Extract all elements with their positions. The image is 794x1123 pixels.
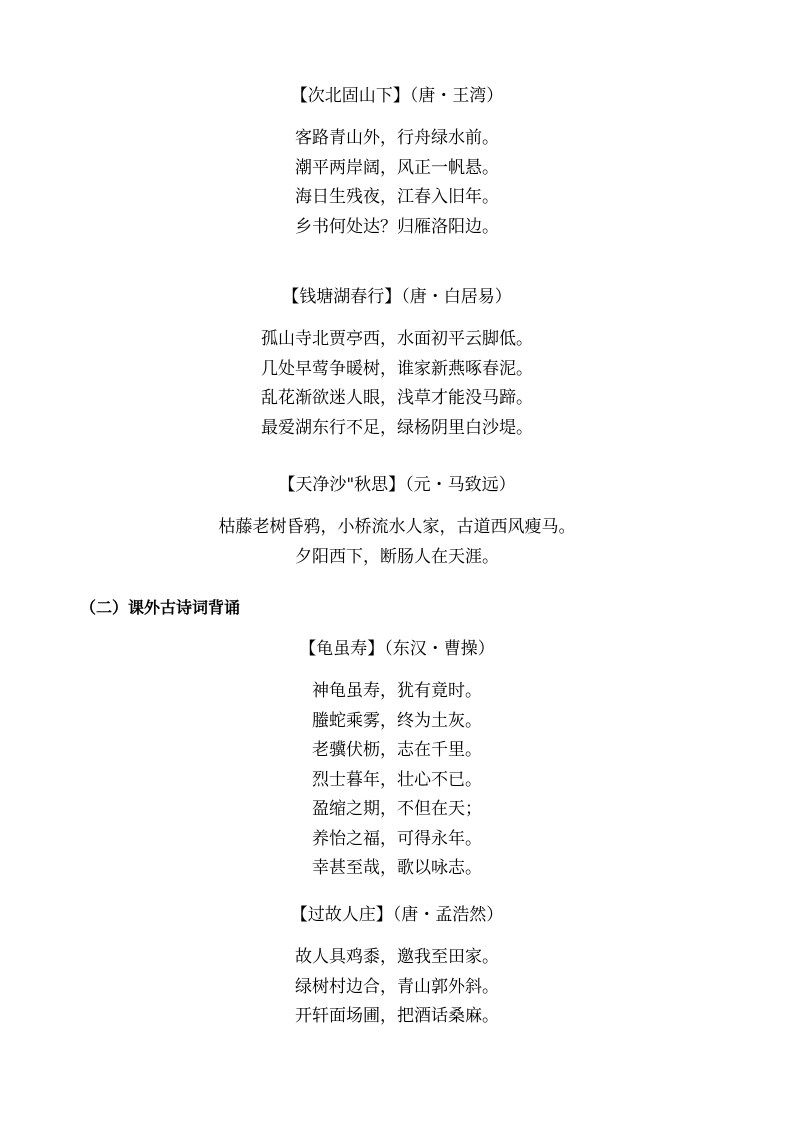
poem-line: 客路青山外，行舟绿水前。 xyxy=(295,128,499,148)
poem-lines xyxy=(0,124,794,242)
poem-line: 海日生残夜，江春入旧年。 xyxy=(295,187,499,207)
poem-block xyxy=(0,473,794,572)
poem-line: 孤山寺北贾亭西，水面初平云脚低。 xyxy=(261,329,533,349)
poem-block xyxy=(0,637,794,884)
poem-lines xyxy=(0,325,794,443)
poem-line: 盈缩之期，不但在天； xyxy=(312,799,482,819)
poem-title: 【天净沙"秋思】（元・马致远） xyxy=(278,475,516,495)
poem-title: 【次北固山下】（唐・王湾） xyxy=(290,86,504,106)
poem-line: 几处早莺争暖树，谁家新燕啄春泥。 xyxy=(261,358,533,379)
poem-line: 螣蛇乘雾，终为土灰。 xyxy=(312,710,482,731)
poem-line: 养怡之福，可得永年。 xyxy=(312,828,482,849)
poem-line: 开轩面场圃，把酒话桑麻。 xyxy=(295,1006,499,1026)
poem-line: 绿树村边合，青山郭外斜。 xyxy=(295,976,499,997)
poem-line: 潮平两岸阔，风正一帆悬。 xyxy=(295,157,499,178)
poem-lines xyxy=(0,513,794,572)
poem-line: 枯藤老树昏鸦，小桥流水人家，古道西风瘦马。 xyxy=(218,517,576,537)
poem-line: 夕阳西下，断肠人在天涯。 xyxy=(295,546,499,567)
poem-block xyxy=(0,285,794,443)
poem-line: 故人具鸡黍，邀我至田家。 xyxy=(295,947,499,967)
poem-block xyxy=(0,903,794,1032)
poem-title: 【钱塘湖春行】（唐・白居易） xyxy=(282,287,512,307)
poem-line: 乱花渐欲迷人眼，浅草才能没马蹄。 xyxy=(261,388,533,408)
poem-title: 【龟虽寿】（东汉・曹操） xyxy=(299,639,495,659)
poem-block xyxy=(0,84,794,242)
poem-lines xyxy=(0,943,794,1032)
poem-lines xyxy=(0,677,794,884)
poem-title: 【过故人庄】（唐・孟浩然） xyxy=(290,905,504,925)
poem-line: 乡书何处达？归雁洛阳边。 xyxy=(295,216,499,237)
poem-line: 老骥伏枥，志在千里。 xyxy=(312,740,482,760)
poem-line: 神龟虽寿，犹有竟时。 xyxy=(312,681,482,701)
section-heading: （二）课外古诗词背诵 xyxy=(80,598,241,617)
poem-line: 最爱湖东行不足，绿杨阴里白沙堤。 xyxy=(261,417,533,438)
poem-line: 烈士暮年，壮心不已。 xyxy=(312,769,482,790)
poem-line: 幸甚至哉，歌以咏志。 xyxy=(312,858,482,878)
